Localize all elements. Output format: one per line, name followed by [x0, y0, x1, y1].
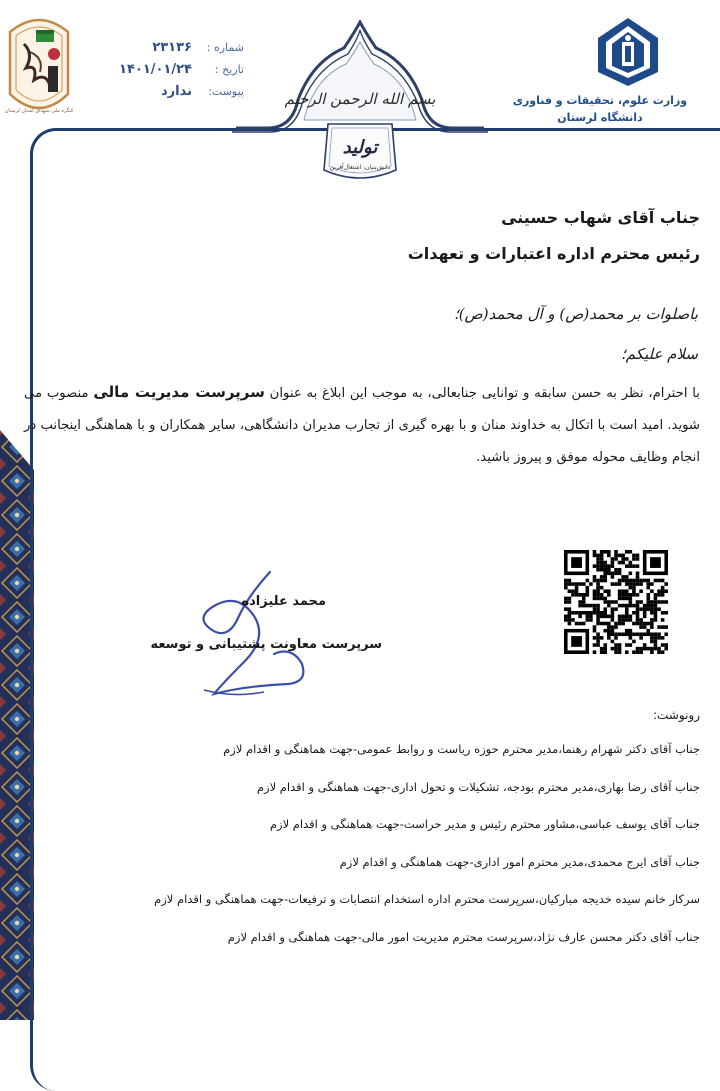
emblem-caption: کنگره ملی شهدای استان لرستان [4, 108, 74, 114]
memo-date-row [104, 58, 244, 80]
addressee-block [100, 200, 700, 272]
body-part-2: منصوب می شوید. امید است با اتکال به خداوند منان و با بهره گیری از تجارب مدیران دانشگاهی، سایر همکاران و با هماهنگی اینجانب در انجام وظایف محوله موفق و پیروز باشید. [24, 386, 700, 465]
signer-name: محمد علیزاده [241, 594, 326, 609]
salaam-line: سلام علیکم؛ [620, 345, 698, 363]
university-logo [588, 16, 668, 88]
cc-item: جناب آقای یوسف عباسی،مشاور محترم رئیس و مدیر حراست-جهت هماهنگی و اقدام لازم [269, 817, 700, 831]
salutation-block [298, 294, 698, 374]
memo-date-value: ۱۴۰۱/۰۱/۲۴ [119, 61, 192, 77]
martyrs-congress-emblem [4, 14, 74, 122]
header-arch-emblem [232, 20, 488, 185]
memo-number-label: شماره : [206, 40, 244, 54]
memo-attachment-row [104, 80, 244, 102]
cc-title: رونوشت: [652, 708, 700, 722]
ministry-line: وزارت علوم، تحقیقات و فناوری [512, 94, 688, 107]
cc-item: جناب آقای ایرج محمدی،مدیر محترم امور اداری-جهت هماهنگی و اقدام لازم [339, 854, 700, 869]
memo-date-label: تاریخ : [214, 62, 244, 76]
side-pattern-decoration [0, 430, 34, 1020]
slogan-title: تولید [342, 137, 378, 158]
signer-title: سرپرست معاونت پشتیبانی و توسعه [150, 637, 382, 652]
appointed-position: سرپرست مدیریت مالی [93, 383, 265, 401]
salawat-line: باصلوات بر محمد(ص) و آل محمد(ص)؛ [453, 305, 698, 323]
cc-item: جناب آقای دکتر شهرام رهنما،مدیر محترم حوزه ریاست و روابط عمومی-جهت هماهنگی و اقدام لازم [223, 742, 700, 756]
verification-qr-code [564, 550, 668, 654]
letter-body [24, 376, 700, 474]
memo-attachment-value: ندارد [160, 83, 192, 99]
cc-item: سرکار خانم سیده خدیجه مبارکیان،سرپرست محترم اداره استخدام انتصابات و ترفیعات-جهت هماهنگی و اقدام لازم [154, 892, 700, 906]
body-part-1: با احترام، نظر به حسن سابقه و توانایی جنابعالی، به موجب این ابلاغ به عنوان [264, 386, 700, 401]
memo-attachment-label: پیوست: [208, 84, 244, 98]
handwritten-signature [184, 566, 314, 706]
cc-list [60, 740, 700, 965]
bismillah-calligraphy: بسم الله الرحمن الرحیم [284, 90, 436, 108]
memo-number-row [104, 36, 244, 58]
addressee-title: رئیس محترم اداره اعتبارات و تعهدات [407, 244, 700, 263]
memo-meta [104, 36, 244, 102]
slogan-subtitle: دانش‌بنیان، اشتغال‌آفرین [329, 164, 391, 171]
memo-number-value: ۲۳۱۳۶ [152, 39, 192, 55]
addressee-name: جناب آقای شهاب حسینی [501, 208, 700, 227]
ministry-title [500, 92, 700, 126]
university-line: دانشگاه لرستان [557, 111, 643, 124]
cc-item: جناب آقای دکتر محسن عارف نژاد،سرپرست محترم مدیریت امور مالی-جهت هماهنگی و اقدام لازم [227, 929, 700, 944]
cc-item: جناب آقای رضا بهاری،مدیر محترم بودجه، تشکیلات و تحول اداری-جهت هماهنگی و اقدام لازم [256, 779, 700, 794]
